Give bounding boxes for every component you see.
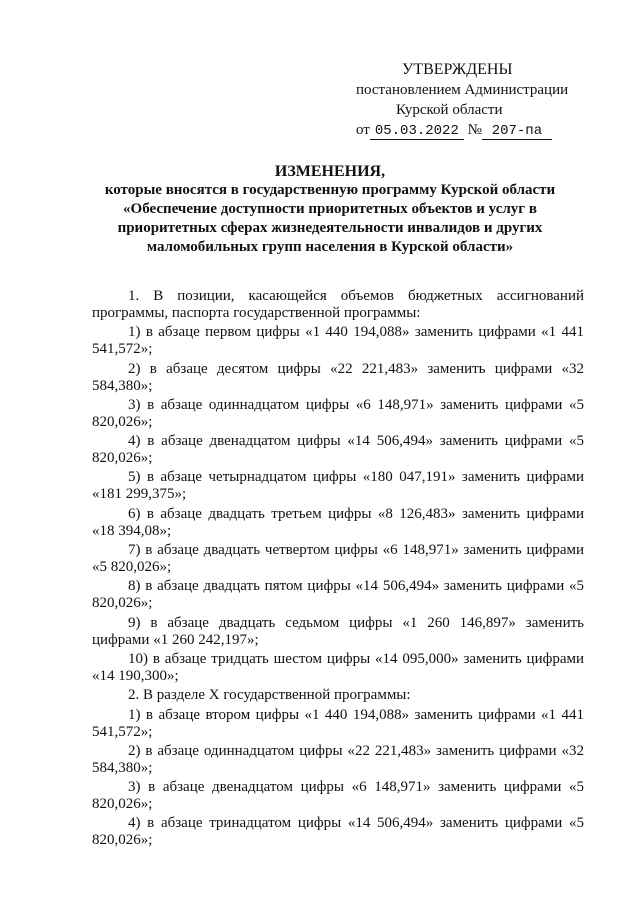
- paragraph: 4) в абзаце тринадцатом цифры «14 506,494» заменить цифрами «5 820,026»;: [92, 815, 584, 849]
- document-title: ИЗМЕНЕНИЯ,: [274, 163, 386, 180]
- paragraph: 2) в абзаце одиннадцатом цифры «22 221,483» заменить цифрами «32 584,380»;: [92, 742, 584, 776]
- paragraph: 3) в абзаце одиннадцатом цифры «6 148,971» заменить цифрами «5 820,026»;: [92, 396, 584, 430]
- paragraph: 6) в абзаце двадцать третьем цифры «8 126,483» заменить цифрами «18 394,08»;: [92, 505, 584, 539]
- approval-date-line: [356, 120, 568, 140]
- approval-line-region: Курской области: [396, 102, 503, 118]
- approval-number-label: №: [467, 122, 482, 138]
- approval-stamp: [356, 60, 568, 140]
- approval-title: УТВЕРЖДЕНЫ: [402, 61, 513, 78]
- heading-line-3: приоритетных сферах жизнедеятельности инвалидов и других: [117, 220, 543, 236]
- paragraph: 7) в абзаце двадцать четвертом цифры «6 148,971» заменить цифрами «5 820,026»;: [92, 542, 584, 576]
- paragraph: 5) в абзаце четырнадцатом цифры «180 047,191» заменить цифрами «181 299,375»;: [92, 469, 584, 503]
- paragraph: 8) в абзаце двадцать пятом цифры «14 506,494» заменить цифрами «5 820,026»;: [92, 578, 584, 612]
- paragraph: 9) в абзаце двадцать седьмом цифры «1 260 146,897» заменить цифрами «1 260 242,197»;: [92, 614, 584, 648]
- paragraph: 10) в абзаце тридцать шестом цифры «14 095,000» заменить цифрами «14 190,300»;: [92, 650, 584, 684]
- approval-number: 207-па: [482, 123, 552, 140]
- approval-from-label: от: [356, 122, 370, 138]
- document-heading: [60, 162, 600, 257]
- paragraph: 2) в абзаце десятом цифры «22 221,483» заменить цифрами «32 584,380»;: [92, 360, 584, 394]
- document-body: [92, 288, 584, 852]
- paragraph: 1. В позиции, касающейся объемов бюджетных ассигнований программы, паспорта государственной программы:: [92, 288, 584, 321]
- paragraph: 2. В разделе X государственной программы:: [128, 687, 411, 704]
- paragraph: 1) в абзаце первом цифры «1 440 194,088» заменить цифрами «1 441 541,572»;: [92, 324, 584, 358]
- paragraph: 3) в абзаце двенадцатом цифры «6 148,971» заменить цифрами «5 820,026»;: [92, 779, 584, 813]
- heading-line-1: которые вносятся в государственную программу Курской области: [104, 182, 556, 198]
- paragraph: 4) в абзаце двенадцатом цифры «14 506,494» заменить цифрами «5 820,026»;: [92, 433, 584, 467]
- paragraph: 1) в абзаце втором цифры «1 440 194,088» заменить цифрами «1 441 541,572»;: [92, 706, 584, 740]
- approval-line-decree: постановлением Администрации: [356, 82, 569, 98]
- heading-line-4: маломобильных групп населения в Курской области»: [146, 239, 514, 255]
- approval-date: 05.03.2022: [370, 123, 464, 140]
- heading-line-2: «Обеспечение доступности приоритетных объектов и услуг в: [123, 201, 537, 217]
